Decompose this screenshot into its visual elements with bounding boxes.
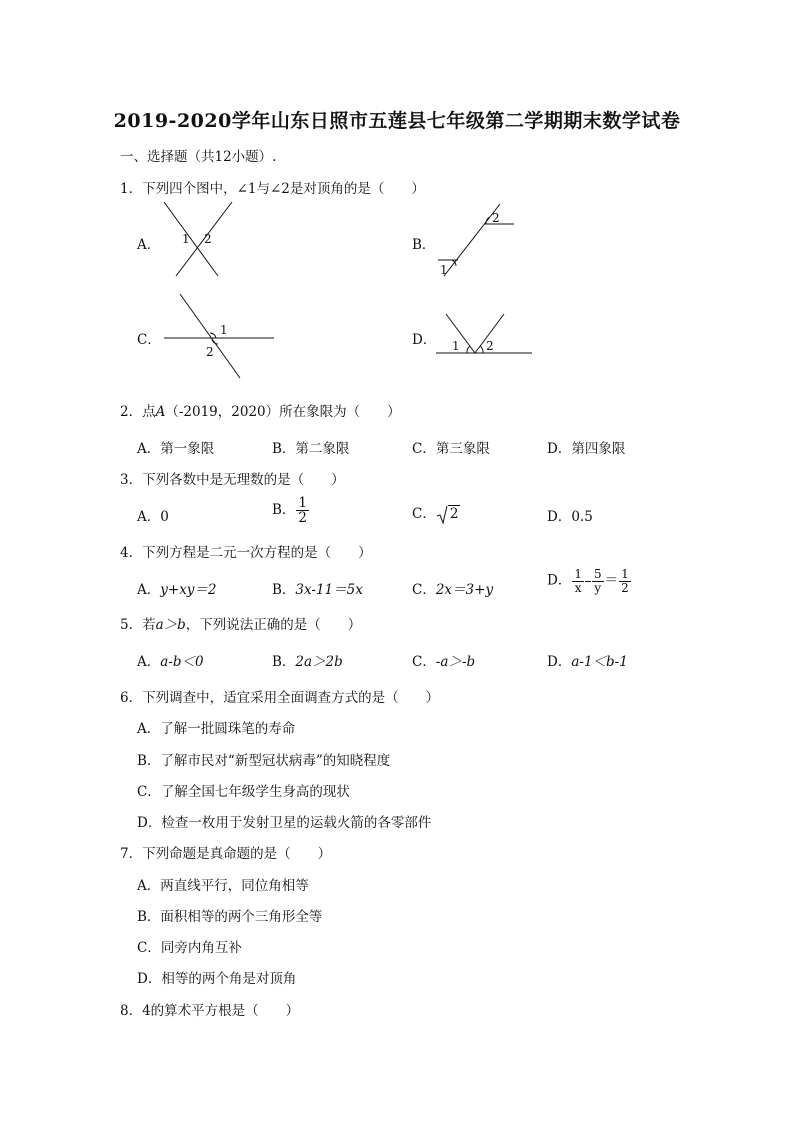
q5-option-c: C．-a＞-b — [412, 654, 476, 670]
fig-c-angle-1: 1 — [220, 323, 228, 337]
question-5-stem: 5．若a＞b，下列说法正确的是（ ） — [120, 617, 362, 633]
fig-d-angle-1: 1 — [452, 339, 460, 353]
minus-sign — [585, 581, 591, 582]
question-7-stem: 7．下列命题是真命题的是（ ） — [120, 846, 332, 862]
q3-c-radicand: 2 — [449, 506, 459, 522]
q1-figure-a — [160, 198, 240, 280]
fig-c-angle-2: 2 — [206, 345, 214, 359]
q3-b-denominator: 2 — [298, 510, 308, 527]
q5-option-d: D．a-1＜b-1 — [547, 654, 628, 670]
q6-option-d: D．检查一枚用于发射卫星的运载火箭的各零部件 — [137, 815, 432, 831]
q2-option-b: B．第二象限 — [272, 441, 350, 457]
q1-figure-d — [434, 308, 536, 358]
fig-d-left-line — [446, 314, 475, 353]
question-1-stem: 1．下列四个图中，∠1与∠2是对顶角的是（ ） — [120, 181, 425, 197]
q4-option-b: B．3x-11＝5x — [272, 582, 363, 598]
question-2-stem: 2．点A（-2019，2020）所在象限为（ ） — [120, 404, 401, 420]
q4-option-c: C．2x＝3+y — [412, 582, 494, 598]
fig-b-angle-2: 2 — [492, 211, 500, 225]
q7-option-d: D．相等的两个角是对顶角 — [137, 971, 297, 987]
q3-option-c: C． 2 — [412, 502, 460, 525]
q4-option-d: D． $\frac{1}{x}$ $\frac{5}{y}$ ＝ $\frac{1}{2}$ — [547, 567, 629, 595]
question-6-stem: 6．下列调查中，适宜采用全面调查方式的是（ ） — [120, 690, 440, 706]
q2-option-c: C．第三象限 — [412, 441, 490, 457]
question-8-stem: 8．4的算术平方根是（ ） — [120, 1003, 300, 1019]
fig-d-angle-2: 2 — [486, 339, 494, 353]
q3-option-b: B． $\frac{1}{2}$ — [272, 495, 308, 527]
q5-option-a: A．a-b＜0 — [137, 654, 204, 670]
q1-option-b-label: B． — [412, 237, 436, 253]
q2-option-a: A．第一象限 — [137, 441, 215, 457]
q6-option-c: C．了解全国七年级学生身高的现状 — [137, 784, 350, 800]
q1-option-c-label: C． — [137, 332, 161, 348]
page-title: 2019-2020学年山东日照市五莲县七年级第二学期期末数学试卷 — [113, 110, 681, 132]
q6-option-b: B．了解市民对“新型冠状病毒”的知晓程度 — [137, 753, 391, 769]
section-heading: 一、选择题（共12小题）. — [120, 149, 277, 165]
q5-option-b: B．2a＞2b — [272, 654, 343, 670]
q1-option-a-label: A． — [137, 237, 161, 253]
q3-b-numerator: 1 — [298, 495, 308, 511]
q4-option-a: A．y+xy＝2 — [137, 582, 217, 598]
fig-b-angle-1: 1 — [440, 263, 448, 277]
q2-option-d: D．第四象限 — [547, 441, 626, 457]
q1-figure-c — [160, 290, 280, 382]
q7-option-b: B．面积相等的两个三角形全等 — [137, 909, 323, 925]
q3-option-a: A．0 — [137, 509, 169, 525]
fig-c-transversal — [180, 294, 240, 378]
fig-a-angle-2: 2 — [204, 232, 212, 246]
q1-option-d-label: D． — [412, 332, 437, 348]
q7-option-a: A．两直线平行，同位角相等 — [137, 878, 309, 894]
sqrt-sign-icon — [436, 505, 448, 525]
q7-option-c: C．同旁内角互补 — [137, 940, 242, 956]
fig-a-angle-1: 1 — [182, 232, 190, 246]
q6-option-a: A．了解一批圆珠笔的寿命 — [137, 721, 296, 737]
q3-option-d: D．0.5 — [547, 509, 593, 525]
question-4-stem: 4．下列方程是二元一次方程的是（ ） — [120, 545, 372, 561]
q1-figure-b — [432, 200, 522, 280]
question-3-stem: 3．下列各数中是无理数的是（ ） — [120, 472, 345, 488]
